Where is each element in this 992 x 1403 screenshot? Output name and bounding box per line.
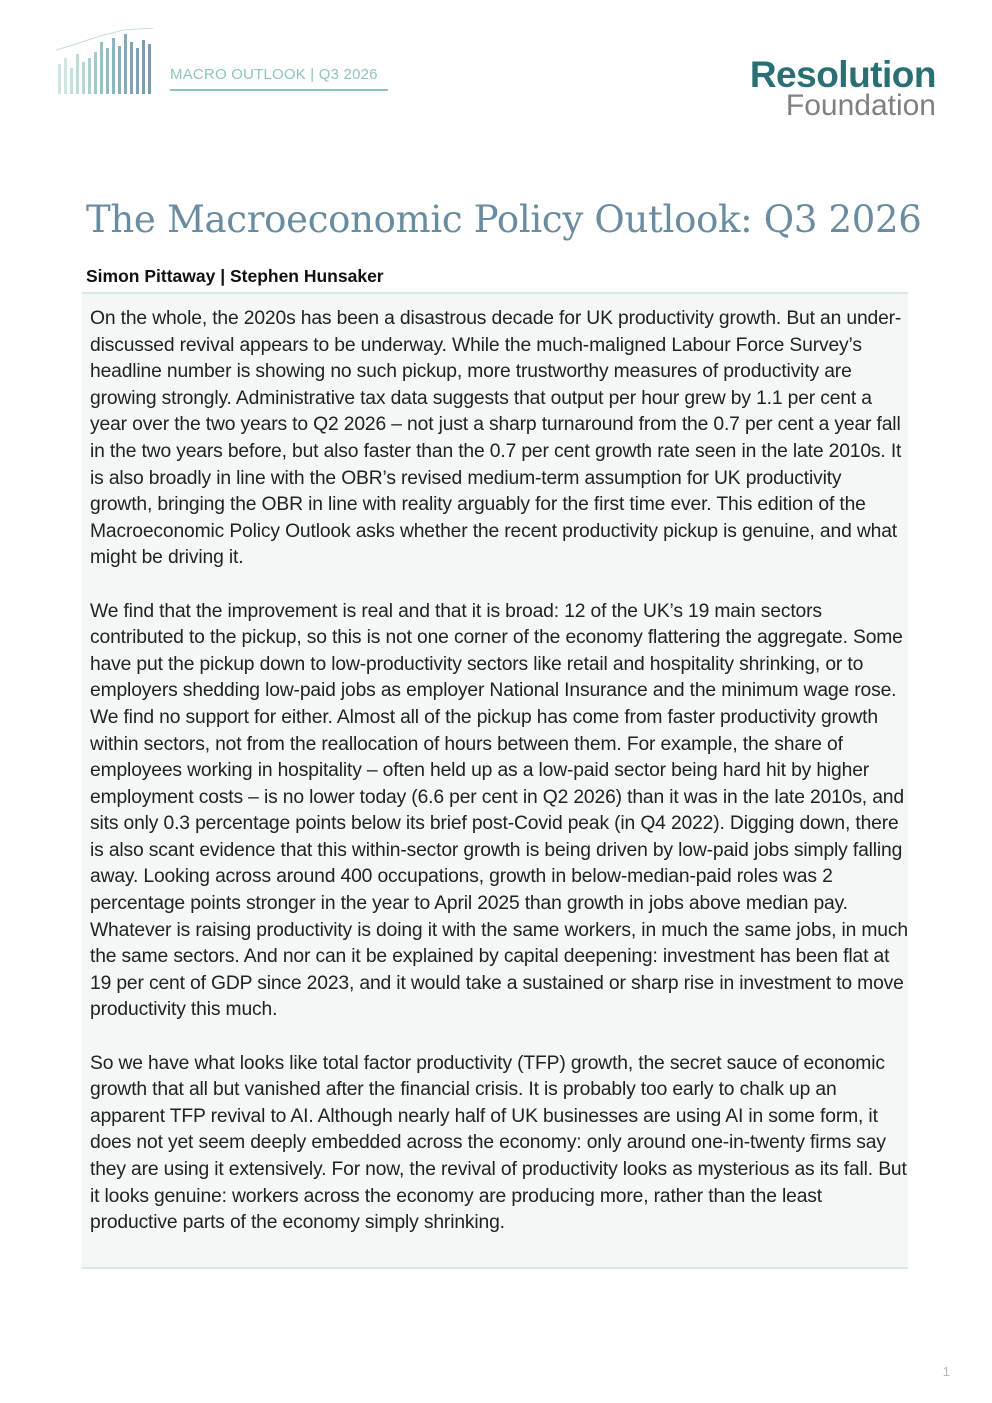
summary-paragraph-2: We find that the improvement is real and that it is broad: 12 of the UK’s 19 main sectors contributed to the pickup, so this is not one corner of the economy flattering the aggregate. Some have put the pickup down to low-productivity sectors like retail and hospitality shrinking, or to employers shedding low-paid jobs as employer National Insurance and the minimum wage rose. We find no support for either. Almost all of the pickup has come from faster productivity growth within sectors, not from the reallocation of hours between them. For example, the share of employees working in hospitality – often held up as a low-paid sector being hard hit by higher employment costs – is no lower today (6.6 per cent in Q2 2026) than it was in the late 2010s, and sits only 0.3 percentage points below its brief post-Covid peak (in Q4 2022). Digging down, there is also scant evidence that this within-sector growth is being driven by low-paid jobs simply falling away. Looking across around 400 occupations, growth in below-median-paid roles was 2 percentage points stronger in the year to April 2025 than growth in jobs above median pay. Whatever is raising productivity is doing it with the same workers, in much the same jobs, in much the same sectors. And nor can it be explained by capital deepening: investment has been flat at 19 per cent of GDP since 2023, and it would take a sustained or sharp rise in investment to move productivity this much. xyxy=(90,600,908,1021)
bar-chart-stripes-icon xyxy=(56,28,160,96)
executive-summary-box xyxy=(82,292,908,1269)
series-label: MACRO OUTLOOK | Q3 2026 xyxy=(170,66,388,91)
summary-paragraph-1: On the whole, the 2020s has been a disastrous decade for UK productivity growth. But an under-discussed revival appears to be underway. While the much-maligned Labour Force Survey’s headline number is showing no such pickup, more trustworthy measures of productivity are growing strongly. Administrative tax data suggests that output per hour grew by 1.1 per cent a year over the two years to Q2 2026 – not just a sharp turnaround from the 0.7 per cent a year fall in the two years before, but also faster than the 0.7 per cent growth rate seen in the late 2010s. It is also broadly in line with the OBR’s revised medium-term assumption for UK productivity growth, bringing the OBR in line with reality arguably for the first time ever. This edition of the Macroeconomic Policy Outlook asks whether the recent productivity pickup is genuine, and what might be driving it. xyxy=(90,308,902,569)
summary-paragraph-3: So we have what looks like total factor productivity (TFP) growth, the secret sauce of economic growth that all but vanished after the financial crisis. It is probably too early to chalk up an apparent TFP revival to AI. Although nearly half of UK businesses are using AI in some form, it does not yet seem deeply embedded across the economy: only around one-in-twenty firms say they are using it extensively. For now, the revival of productivity looks as mysterious as its fall. But it looks genuine: workers across the economy are producing more, rather than the least productive parts of the economy simply shrinking. xyxy=(90,1052,907,1234)
page-number: 1 xyxy=(942,1364,950,1379)
resolution-foundation-logo xyxy=(750,56,936,121)
page-title: The Macroeconomic Policy Outlook: Q3 2026 xyxy=(86,198,922,241)
authors-byline: Simon Pittaway | Stephen Hunsaker xyxy=(86,266,384,286)
logo-wordmark-line2: Foundation xyxy=(785,89,936,122)
logo-wordmark-line1: Resolution xyxy=(749,54,936,95)
